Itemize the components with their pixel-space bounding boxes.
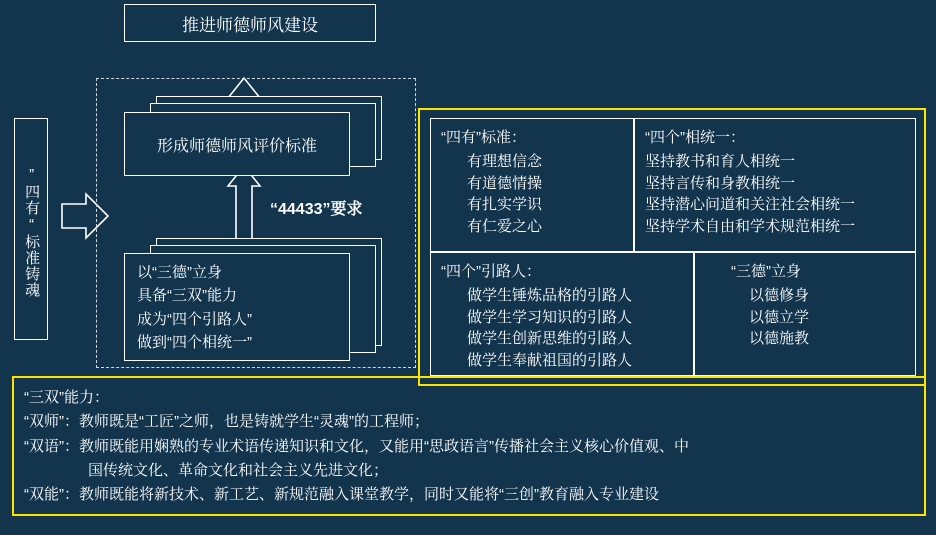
cell-siyou-item: 有扎实学识 [467, 196, 543, 214]
requirement-line: 成为“四个引路人” [137, 310, 252, 328]
cell-yinlu-item: 做学生锤炼品格的引路人 [467, 286, 633, 304]
cell-yinlu-title: “四个”引路人： [441, 263, 541, 280]
cell-yinlu-item: 做学生创新思维的引路人 [467, 330, 633, 348]
cell-sande-item: 以德立学 [749, 308, 810, 326]
cell-three-virtues[interactable] [694, 252, 916, 376]
cell-four-guides[interactable] [430, 252, 694, 376]
bottom-row: “双能”：教师既能将新技术、新工艺、新规范融入课堂教学，同时又能将“三创”教育融入专业建设 [24, 486, 659, 504]
criteria-box[interactable] [124, 112, 350, 176]
cell-sande-title: “三德”立身 [731, 263, 801, 280]
bottom-row: “双语”：教师既能用娴熟的专业术语传递知识和文化，又能用“思政语言”传播社会主义核心价值观、中 [24, 437, 689, 455]
cell-yinlu-item: 做学生学习知识的引路人 [467, 308, 633, 326]
requirement-line: 做到“四个相统一” [137, 333, 252, 351]
cell-tongyi-item: 坚持潜心问道和关注社会相统一 [645, 196, 856, 214]
cell-siyou-standard[interactable] [430, 118, 634, 252]
cell-yinlu-item: 做学生奉献祖国的引路人 [467, 352, 633, 369]
top-title-box[interactable] [124, 4, 376, 42]
cell-tongyi-item: 坚持言传和身教相统一 [645, 174, 796, 192]
requirement-line: 以“三德”立身 [137, 264, 222, 281]
requirement-label: “44433”要求 [270, 201, 363, 218]
cell-siyou-item: 有理想信念 [467, 152, 543, 170]
bottom-title: “三双”能力： [24, 389, 109, 406]
bottom-row: “双师”：教师既是“工匠”之师，也是铸就学生“灵魂”的工程师； [24, 413, 429, 431]
cell-siyou-title: “四有”标准： [441, 129, 526, 146]
requirement-box[interactable] [124, 253, 350, 361]
cell-tongyi-item: 坚持教书和育人相统一 [645, 152, 796, 170]
top-title-text: 推进师德师风建设 [182, 15, 318, 35]
left-vertical-label [14, 118, 48, 340]
criteria-box-text: 形成师德师风评价标准 [156, 137, 317, 155]
cell-siyou-item: 有道德情操 [467, 174, 543, 192]
cell-siyou-item: 有仁爱之心 [467, 218, 543, 235]
requirement-line: 具备“三双”能力 [137, 287, 237, 305]
cell-sande-item: 以德施教 [749, 330, 810, 348]
cell-four-unifications[interactable] [634, 118, 916, 252]
cell-tongyi-title: “四个”相统一： [645, 129, 745, 146]
cell-sande-item: 以德修身 [749, 286, 810, 304]
cell-tongyi-item: 坚持学术自由和学术规范相统一 [645, 218, 856, 235]
left-vertical-label-text: ”四有“标准铸魂 [23, 166, 41, 298]
bottom-explanation-block [24, 386, 916, 508]
bottom-row: 国传统文化、革命文化和社会主义先进文化； [88, 461, 389, 479]
